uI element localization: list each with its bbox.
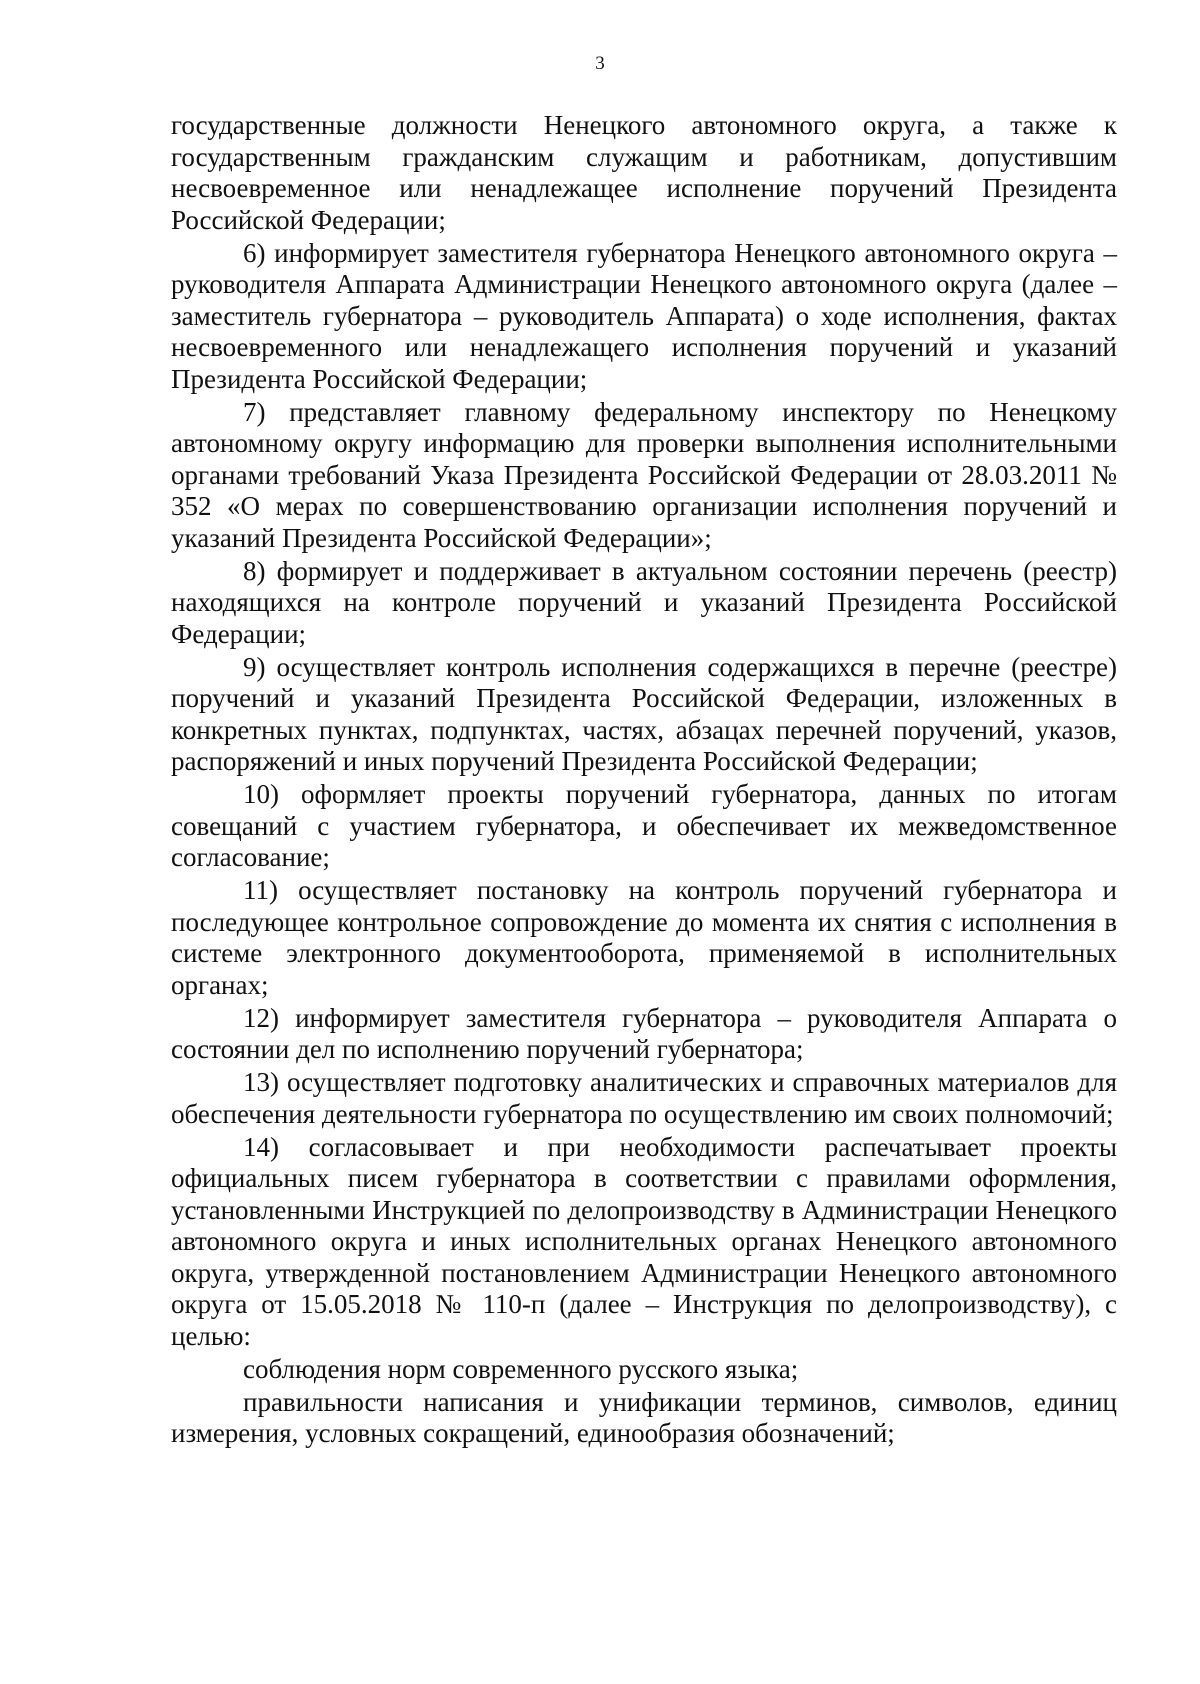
page-number: 3 xyxy=(595,53,605,74)
paragraph-item-13: 13) осуществляет подготовку аналитических и справочных материалов для обеспечения деятельности губернатора по осуществлению им своих полномочий; xyxy=(171,1067,1117,1129)
paragraph-item-9: 9) осуществляет контроль исполнения содержащихся в перечне (реестре) поручений и указаний Президента Российской Федерации, изложенных в конкретных пунктах, подпунктах, частях, абзацах перечней поручений, указов, распоряжений и иных поручений Президента Российской Федерации; xyxy=(171,651,1117,776)
paragraph-item-6: 6) информирует заместителя губернатора Ненецкого автономного округа – руководителя Аппарата Администрации Ненецкого автономного округа (далее – заместитель губернатора – руководитель Аппарата) о ходе исполнения, фактах несвоевременного или ненадлежащего исполнения поручений и указаний Президента Российской Федерации; xyxy=(171,237,1117,394)
paragraph-item-7: 7) представляет главному федеральному инспектору по Ненецкому автономному округу информацию для проверки выполнения исполнительными органами требований Указа Президента Российской Федерации от 28.03.2011 № 352 «О мерах по совершенствованию организации исполнения поручений и указаний Президента Российской Федерации»; xyxy=(171,396,1117,553)
paragraph-item-12: 12) информирует заместителя губернатора – руководителя Аппарата о состоянии дел по исполнению поручений губернатора; xyxy=(171,1002,1117,1064)
paragraph-subitem-language-norms: соблюдения норм современного русского языка; xyxy=(243,1353,799,1384)
paragraph-subitem-terminology: правильности написания и унификации терминов, символов, единиц измерения, условных сокращений, единообразия обозначений; xyxy=(171,1386,1117,1448)
paragraph-item-11: 11) осуществляет постановку на контроль поручений губернатора и последующее контрольное сопровождение до момента их снятия с исполнения в системе электронного документооборота, применяемой в исполнительных органах; xyxy=(171,875,1117,1000)
paragraph-item-8: 8) формирует и поддерживает в актуальном состоянии перечень (реестр) находящихся на контроле поручений и указаний Президента Российской Федерации; xyxy=(171,555,1117,649)
paragraph-continuation: государственные должности Ненецкого автономного округа, а также к государственным гражданским служащим и работникам, допустившим несвоевременное или ненадлежащее исполнение поручений Президента Российской Федерации; xyxy=(171,110,1117,235)
paragraph-item-10: 10) оформляет проекты поручений губернатора, данных по итогам совещаний с участием губернатора, и обеспечивает их межведомственное согласование; xyxy=(171,779,1117,872)
paragraph-item-14: 14) согласовывает и при необходимости распечатывает проекты официальных писем губернатора в соответствии с правилами оформления, установленными Инструкцией по делопроизводству в Администрации Ненецкого автономного округа и иных исполнительных органах Ненецкого автономного округа, утвержденной постановлением Администрации Ненецкого автономного округа от 15.05.2018 № 110-п (далее – Инструкция по делопроизводству), с целью: xyxy=(171,1131,1117,1351)
document-body xyxy=(171,110,1117,1451)
